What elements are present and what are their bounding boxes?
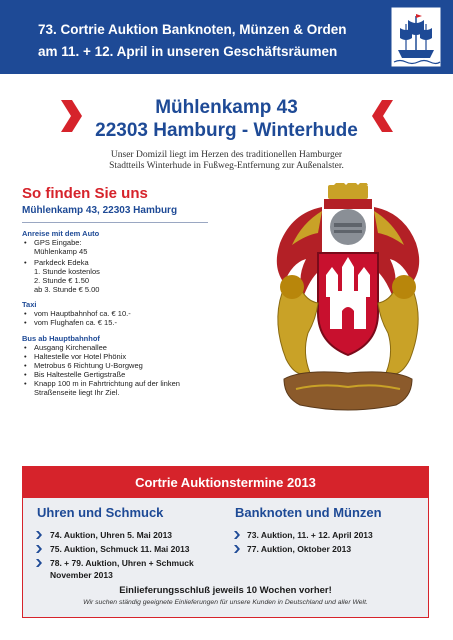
bus-item-1: Ausgang Kirchenallee (34, 343, 107, 352)
bus-item-3: Metrobus 6 Richtung U-Borgweg (34, 361, 143, 370)
chevron-right-icon (36, 545, 42, 553)
bullet: • (24, 352, 27, 361)
banknotes-coins-title: Banknoten und Münzen (235, 505, 382, 520)
header-line-2: am 11. + 12. April in unseren Geschäftsräumen (38, 44, 338, 59)
auction-item-cont: November 2013 (50, 570, 113, 580)
gps-value: Mühlenkamp 45 (34, 247, 88, 256)
taxi-item-2: vom Flughafen ca. € 15.- (34, 318, 117, 327)
bus-item-2: Haltestelle vor Hotel Phönix (34, 352, 127, 361)
bullet: • (24, 238, 27, 247)
bullet: • (24, 318, 27, 327)
watches-jewelry-title: Uhren und Schmuck (37, 505, 164, 520)
address-city: 22303 Hamburg - Winterhude (95, 120, 358, 141)
auction-item: 78. + 79. Auktion, Uhren + Schmuck (50, 558, 194, 568)
chevron-right-icon (36, 559, 42, 567)
bullet: • (24, 343, 27, 352)
ship-logo-icon (390, 6, 442, 68)
intro-text-line-1: Unser Domizil liegt im Herzen des traditionellen Hamburger (110, 150, 343, 160)
bullet: • (24, 309, 27, 318)
bullet: • (24, 370, 27, 379)
directions-title: So finden Sie uns (22, 185, 148, 202)
bullet: • (24, 379, 27, 388)
taxi-heading: Taxi (22, 300, 37, 309)
gps-label: GPS Eingabe: (34, 238, 82, 247)
parking-label: Parkdeck Edeka (34, 258, 89, 267)
address-street: Mühlenkamp 43 (155, 97, 298, 118)
chevron-right-icon (234, 545, 240, 553)
auction-item: 74. Auktion, Uhren 5. Mai 2013 (50, 530, 173, 540)
divider (22, 222, 208, 223)
intro-text-line-2: Stadtteils Winterhude in Fußweg-Entfernung zur Außenalster. (109, 161, 344, 171)
taxi-item-1: vom Hauptbahnhof ca. € 10.- (34, 309, 131, 318)
bullet: • (24, 258, 27, 267)
auction-item: 73. Auktion, 11. + 12. April 2013 (247, 530, 373, 540)
header-line-1: 73. Cortrie Auktion Banknoten, Münzen & Orden (38, 22, 347, 37)
directions-subtitle: Mühlenkamp 43, 22303 Hamburg (22, 205, 178, 216)
auction-item: 77. Auktion, Oktober 2013 (247, 544, 352, 554)
submission-deadline: Einlieferungsschluß jeweils 10 Wochen vorher! (119, 585, 332, 596)
bus-heading: Bus ab Hauptbahnhof (22, 334, 100, 343)
car-heading: Anreise mit dem Auto (22, 229, 100, 238)
parking-rate-3: ab 3. Stunde € 5.00 (34, 285, 100, 294)
parking-rate-2: 2. Stunde € 1.50 (34, 276, 90, 285)
chevron-right-icon (36, 531, 42, 539)
auction-dates-title: Cortrie Auktionstermine 2013 (23, 467, 428, 498)
bus-item-5: Knapp 100 m in Fahrtrichtung auf der linken (34, 379, 180, 388)
auction-item: 75. Auktion, Schmuck 11. Mai 2013 (50, 544, 190, 554)
hamburg-coat-of-arms-icon (262, 183, 434, 423)
bullet: • (24, 361, 27, 370)
bus-item-5-cont: Straßenseite liegt Ihr Ziel. (34, 388, 120, 397)
bus-item-4: Bis Haltestelle Gertigstraße (34, 370, 126, 379)
parking-rate-1: 1. Stunde kostenlos (34, 267, 100, 276)
header-banner (0, 0, 453, 74)
chevron-right-icon (234, 531, 240, 539)
consignment-note: Wir suchen ständig geeignete Einlieferungen für unsere Kunden in Deutschland und aller Welt. (83, 599, 368, 606)
